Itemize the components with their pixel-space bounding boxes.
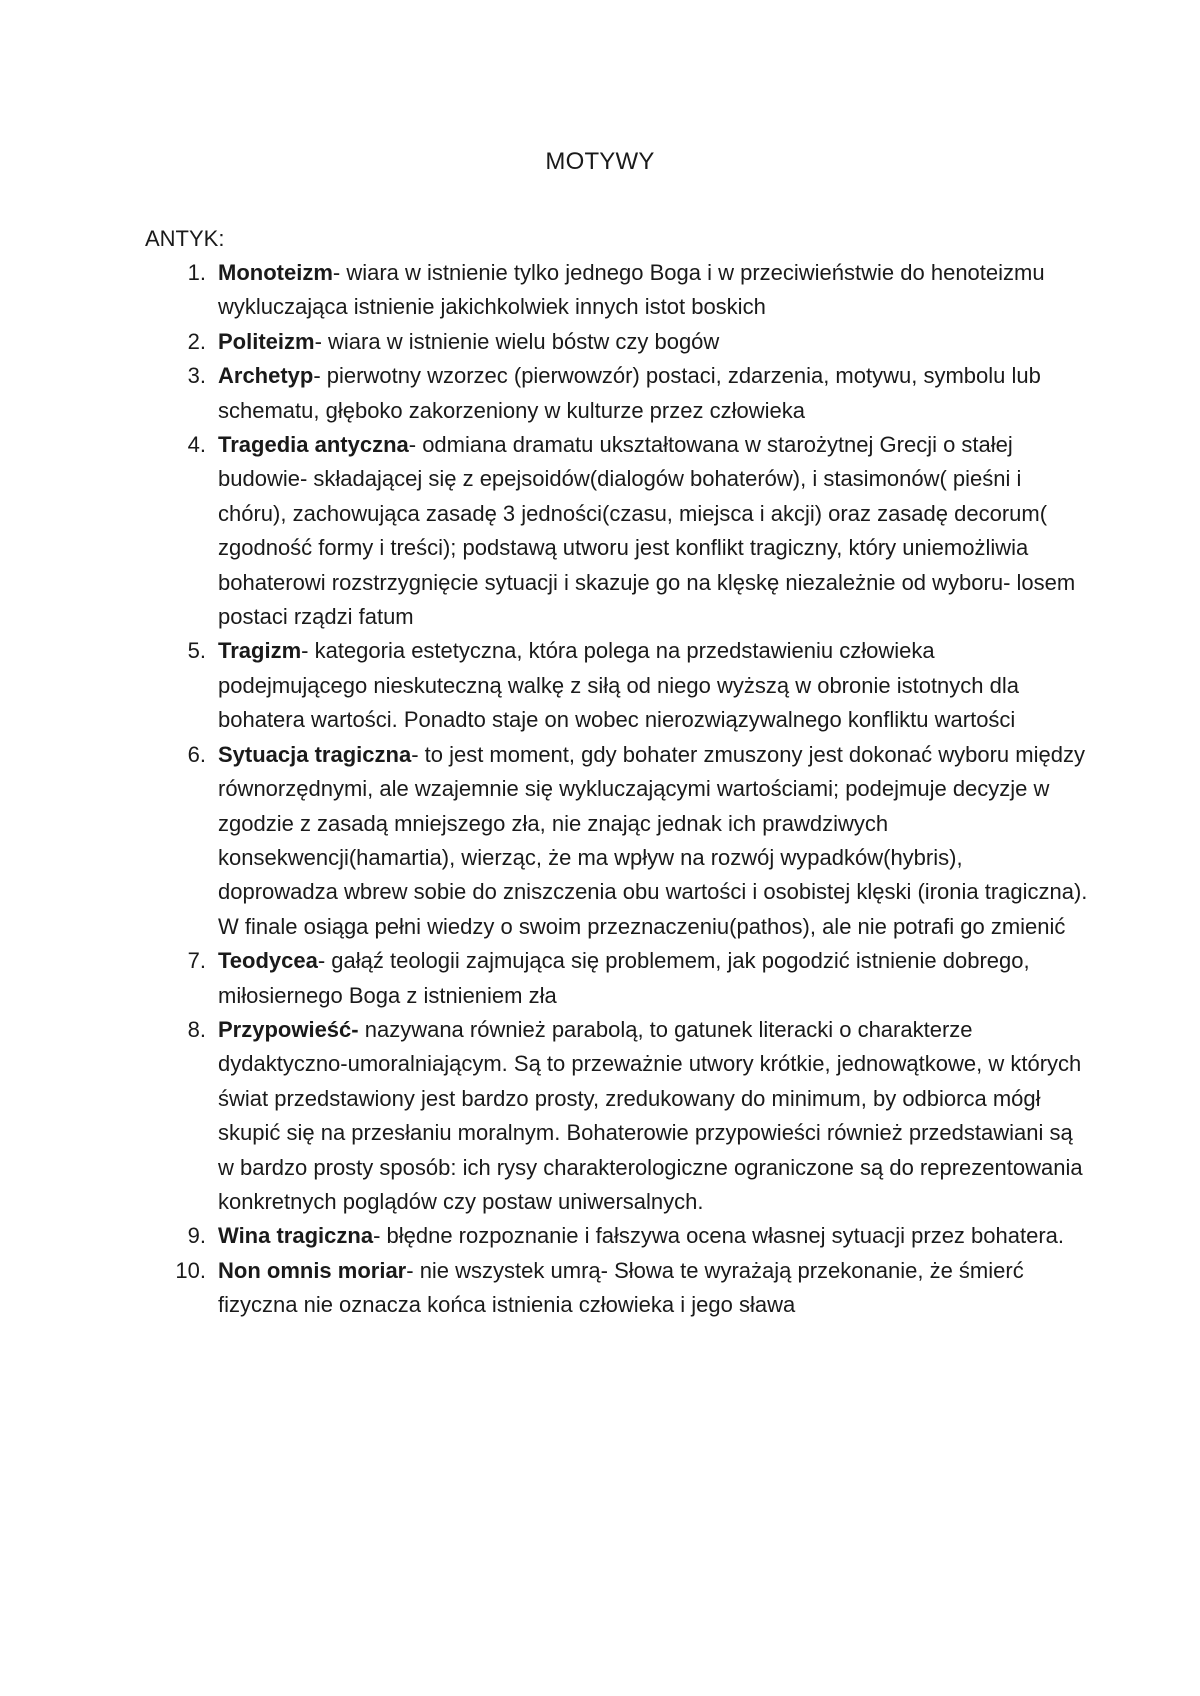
page-title: MOTYWY (545, 148, 655, 175)
list-item-term: Sytuacja tragiczna (218, 741, 412, 767)
list-item-number: 4. (187, 432, 206, 458)
list-item (0, 359, 1088, 428)
list-item-number: 5. (187, 638, 206, 664)
list-item (0, 428, 1088, 634)
list-item (0, 634, 1088, 737)
list-item-text: - odmiana dramatu ukształtowana w starożytnej Grecji o stałej budowie- składającej się z epejsoidów(dialogów bohaterów), i stasimonów( pieśni i chóru), zachowująca zasadę 3 jedności(czasu, miejsca i akcji) oraz zasadę decorum( zgodność formy i treści); podstawą utworu jest konflikt tragiczny, który uniemożliwia bohaterowi rozstrzygnięcie sytuacji i skazuje go na klęskę niezależnie od wyboru- losem postaci rządzi fatum (218, 432, 1076, 630)
list-item (0, 738, 1088, 944)
list-item-text: - nie wszystek umrą- Słowa te wyrażają przekonanie, że śmierć fizyczna nie oznacza końca istnienia człowieka i jego sława (218, 1257, 1024, 1318)
list-item-term: Non omnis moriar (218, 1257, 407, 1283)
list-item (0, 325, 1088, 359)
motif-list (0, 256, 1200, 1323)
list-item-number: 3. (187, 363, 206, 389)
list-item-text: - gałąź teologii zajmująca się problemem, jak pogodzić istnienie dobrego, miłosiernego Boga z istnieniem zła (218, 948, 1030, 1008)
list-item (0, 1219, 1088, 1253)
list-item-text: - wiara w istnienie tylko jednego Boga i w przeciwieństwie do henoteizmu wykluczająca istnienie jakichkolwiek innych istot boskich (218, 260, 1045, 320)
list-item-text: - błędne rozpoznanie i fałszywa ocena własnej sytuacji przez bohatera. (373, 1223, 1064, 1249)
list-item-term: Monoteizm (218, 260, 333, 285)
list-item (0, 256, 1088, 325)
list-item-term: Przypowieść- (218, 1016, 359, 1042)
list-item-text: - kategoria estetyczna, która polega na przedstawieniu człowieka podejmującego nieskuteczną walkę z siłą od niego wyższą w obronie istotnych dla bohatera wartości. Ponadto staje on wobec nierozwiązywalnego konfliktu wartości (218, 638, 1020, 733)
list-item-text: nazywana również parabolą, to gatunek literacki o charakterze dydaktyczno-umoralniającym. Są to przeważnie utwory krótkie, jednowątkowe, w których świat przedstawiony jest bardzo prosty, zredukowany do minimum, by odbiorca mógł skupić się na przesłaniu moralnym. Bohaterowie przypowieści również przedstawiani są w bardzo prosty sposób: ich rysy charakterologiczne ograniczone są do reprezentowania konkretnych poglądów czy postaw uniwersalnych. (218, 1016, 1083, 1214)
list-item (0, 1013, 1088, 1219)
list-item-number: 10. (175, 1257, 206, 1283)
list-item-number: 6. (187, 741, 206, 767)
list-item-term: Politeizm (218, 328, 315, 354)
list-item-text: - to jest moment, gdy bohater zmuszony jest dokonać wyboru między równorzędnymi, ale wzajemnie się wykluczającymi wartościami; podejmuje decyzje w zgodzie z zasadą mniejszego zła, nie znając jednak ich prawdziwych konsekwencji(hamartia), wierząc, że ma wpływ na rozwój wypadków(hybris), doprowadza wbrew sobie do zniszczenia obu wartości i osobistej klęski (ironia tragiczna). W finale osiąga pełni wiedzy o swoim przeznaczeniu(pathos), ale nie potrafi go zmienić (218, 741, 1088, 939)
list-item (0, 1254, 1088, 1323)
list-item-text: - pierwotny wzorzec (pierwowzór) postaci, zdarzenia, motywu, symbolu lub schematu, głęboko zakorzeniony w kulturze przez człowieka (218, 363, 1041, 423)
section-heading: ANTYK: (145, 226, 225, 251)
list-item-text: - wiara w istnienie wielu bóstw czy bogów (314, 328, 720, 354)
list-item-number: 1. (187, 260, 206, 285)
list-item-number: 8. (187, 1016, 206, 1042)
list-item (0, 944, 1088, 1013)
list-item-number: 9. (187, 1223, 206, 1249)
list-item-term: Wina tragiczna (218, 1223, 374, 1249)
list-item-term: Archetyp (218, 363, 314, 389)
list-item-term: Teodycea (218, 948, 318, 974)
list-item-number: 7. (187, 948, 206, 974)
list-item-term: Tragizm (218, 638, 302, 664)
list-item-term: Tragedia antyczna (218, 432, 409, 458)
list-item-number: 2. (187, 328, 206, 354)
